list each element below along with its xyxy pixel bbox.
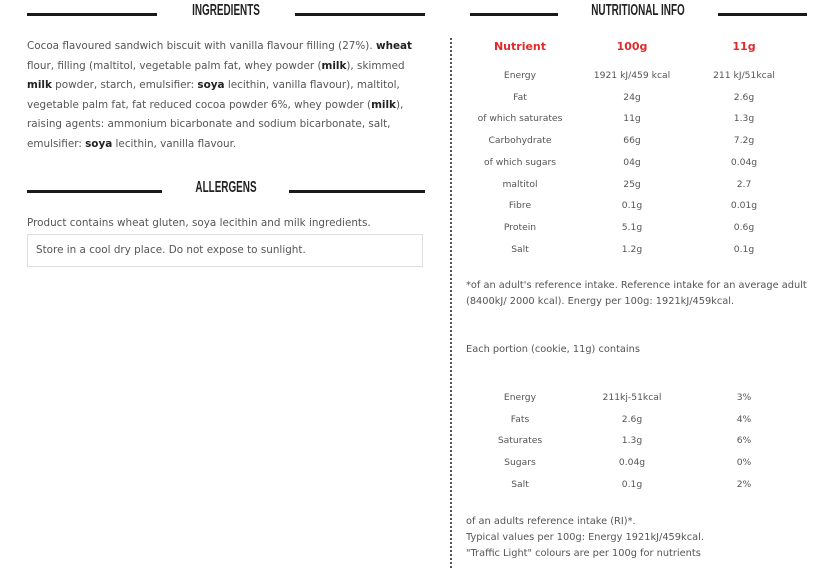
nutrition-row [466, 222, 796, 242]
header-nutrient: Nutrient [493, 40, 547, 53]
footer-line: "Traffic Light" colours are per 100g for nutrients [466, 548, 701, 559]
nutrition-header [470, 2, 807, 28]
storage-text: Store in a cool dry place. Do not expose to sunlight. [36, 244, 306, 256]
reference-intake-note: *of an adult's reference intake. Reference intake for an average adult (8400kJ/ 2000 kcal). Energy per 100g: 1921kJ/459kcal. [466, 280, 807, 307]
header-rule-left [27, 13, 157, 16]
ingredients-fragment: Cocoa flavoured sandwich biscuit with vanilla flavour filling (27%). [27, 40, 376, 52]
value-per-100g: 1921 kJ/459 kcal [593, 70, 671, 81]
nutrient-name: maltitol [502, 178, 538, 190]
value-per-100g: 66g [623, 135, 641, 147]
ingredients-text [27, 37, 425, 154]
portion-amount: 2.6g [621, 413, 643, 425]
portion-amount: 1.3g [621, 435, 643, 447]
ingredients-header [27, 2, 425, 28]
allergens-header [27, 179, 425, 205]
nutrient-name: Salt [511, 243, 529, 255]
allergens-text: Product contains wheat gluten, soya lecithin and milk ingredients. [27, 217, 371, 229]
nutrient-name: Fat [513, 91, 527, 103]
portion-ri-percent: 0% [736, 457, 752, 469]
nutrition-row [466, 200, 796, 220]
ingredients-fragment: ), skimmed [346, 59, 405, 72]
allergens-heading: ALLERGENS [195, 179, 257, 196]
header-rule-right [295, 13, 425, 16]
nutrition-row [466, 135, 796, 155]
value-per-11g: 0.6g [733, 221, 755, 233]
ingredients-fragment: lecithin, vanilla flavour. [112, 137, 237, 150]
allergen-highlight: wheat [375, 40, 412, 52]
portion-nutrient: Fats [510, 413, 530, 425]
value-per-100g: 0.1g [621, 200, 643, 212]
header-rule-right [718, 13, 807, 16]
portion-amount: 0.1g [621, 478, 643, 490]
nutrition-row [466, 157, 796, 177]
value-per-11g: 1.3g [733, 113, 755, 125]
nutrient-name: of which sugars [483, 156, 557, 168]
header-rule-left [27, 190, 162, 193]
portion-amount: 0.04g [618, 457, 646, 469]
portion-row [466, 392, 796, 412]
header-rule-right [289, 190, 425, 193]
portion-row [466, 435, 796, 455]
portion-ri-percent: 3% [736, 392, 752, 403]
portion-amount: 211kj-51kcal [602, 392, 662, 403]
header-100g: 100g [616, 40, 648, 53]
allergen-highlight: soya [197, 79, 225, 91]
allergen-highlight: milk [321, 59, 347, 72]
value-per-100g: 24g [623, 91, 641, 103]
ingredients-fragment: flour, filling (maltitol, vegetable palm fat, whey powder ( [27, 59, 322, 72]
nutrient-name: Energy [503, 70, 537, 81]
portion-row [466, 479, 796, 499]
nutrition-row [466, 70, 796, 90]
header-11g: 11g [732, 40, 756, 53]
value-per-100g: 11g [623, 113, 641, 125]
portion-ri-percent: 4% [736, 413, 752, 425]
value-per-11g: 2.6g [733, 91, 755, 103]
value-per-11g: 0.01g [730, 200, 758, 212]
nutrition-row [466, 113, 796, 133]
value-per-100g: 04g [623, 156, 641, 168]
value-per-100g: 1.2g [621, 243, 643, 255]
nutrient-name: Fibre [508, 200, 532, 212]
portion-row [466, 457, 796, 477]
header-rule-left [470, 13, 558, 16]
nutrition-row [466, 92, 796, 112]
value-per-100g: 25g [623, 178, 641, 190]
column-divider [450, 38, 452, 568]
portion-title: Each portion (cookie, 11g) contains [466, 344, 640, 355]
allergen-highlight: milk [371, 98, 396, 111]
value-per-11g: 7.2g [733, 135, 755, 147]
nutrition-heading: NUTRITIONAL INFO [591, 2, 685, 19]
footer-line: Typical values per 100g: Energy 1921kJ/459kcal. [466, 532, 704, 543]
portion-ri-percent: 6% [736, 435, 752, 447]
value-per-11g: 0.1g [733, 243, 755, 255]
portion-nutrient: Salt [511, 478, 529, 490]
value-per-11g: 2.7 [736, 178, 752, 190]
nutrition-row [466, 179, 796, 199]
nutrition-table-header [466, 40, 796, 60]
portion-nutrient: Sugars [504, 457, 536, 469]
nutrient-name: Protein [503, 221, 537, 233]
allergen-highlight: soya [85, 137, 113, 150]
value-per-100g: 5.1g [621, 221, 643, 233]
portion-row [466, 414, 796, 434]
footer-notes [466, 514, 816, 562]
ingredients-heading: INGREDIENTS [192, 2, 260, 19]
allergen-highlight: milk [27, 79, 52, 91]
portion-nutrient: Energy [503, 392, 537, 403]
value-per-11g: 211 kJ/51kcal [713, 70, 775, 81]
ingredients-fragment: ), raising agents: ammonium bicarbonate and sodium bicarbonate, salt, emulsifier: [27, 98, 404, 150]
footer-line: of an adults reference intake (RI)*. [466, 516, 636, 527]
nutrient-name: of which saturates [477, 113, 563, 125]
nutrient-name: Carbohydrate [488, 135, 552, 147]
ingredients-fragment: powder, starch, emulsifier: [51, 79, 198, 91]
portion-nutrient: Saturates [497, 435, 543, 447]
portion-ri-percent: 2% [736, 478, 752, 490]
ingredients-fragment: lecithin, vanilla flavour), maltitol, vegetable palm fat, fat reduced cocoa powder 6%, whey powder ( [27, 79, 400, 111]
nutrition-row [466, 244, 796, 264]
storage-box [27, 234, 423, 267]
value-per-11g: 0.04g [730, 156, 758, 168]
